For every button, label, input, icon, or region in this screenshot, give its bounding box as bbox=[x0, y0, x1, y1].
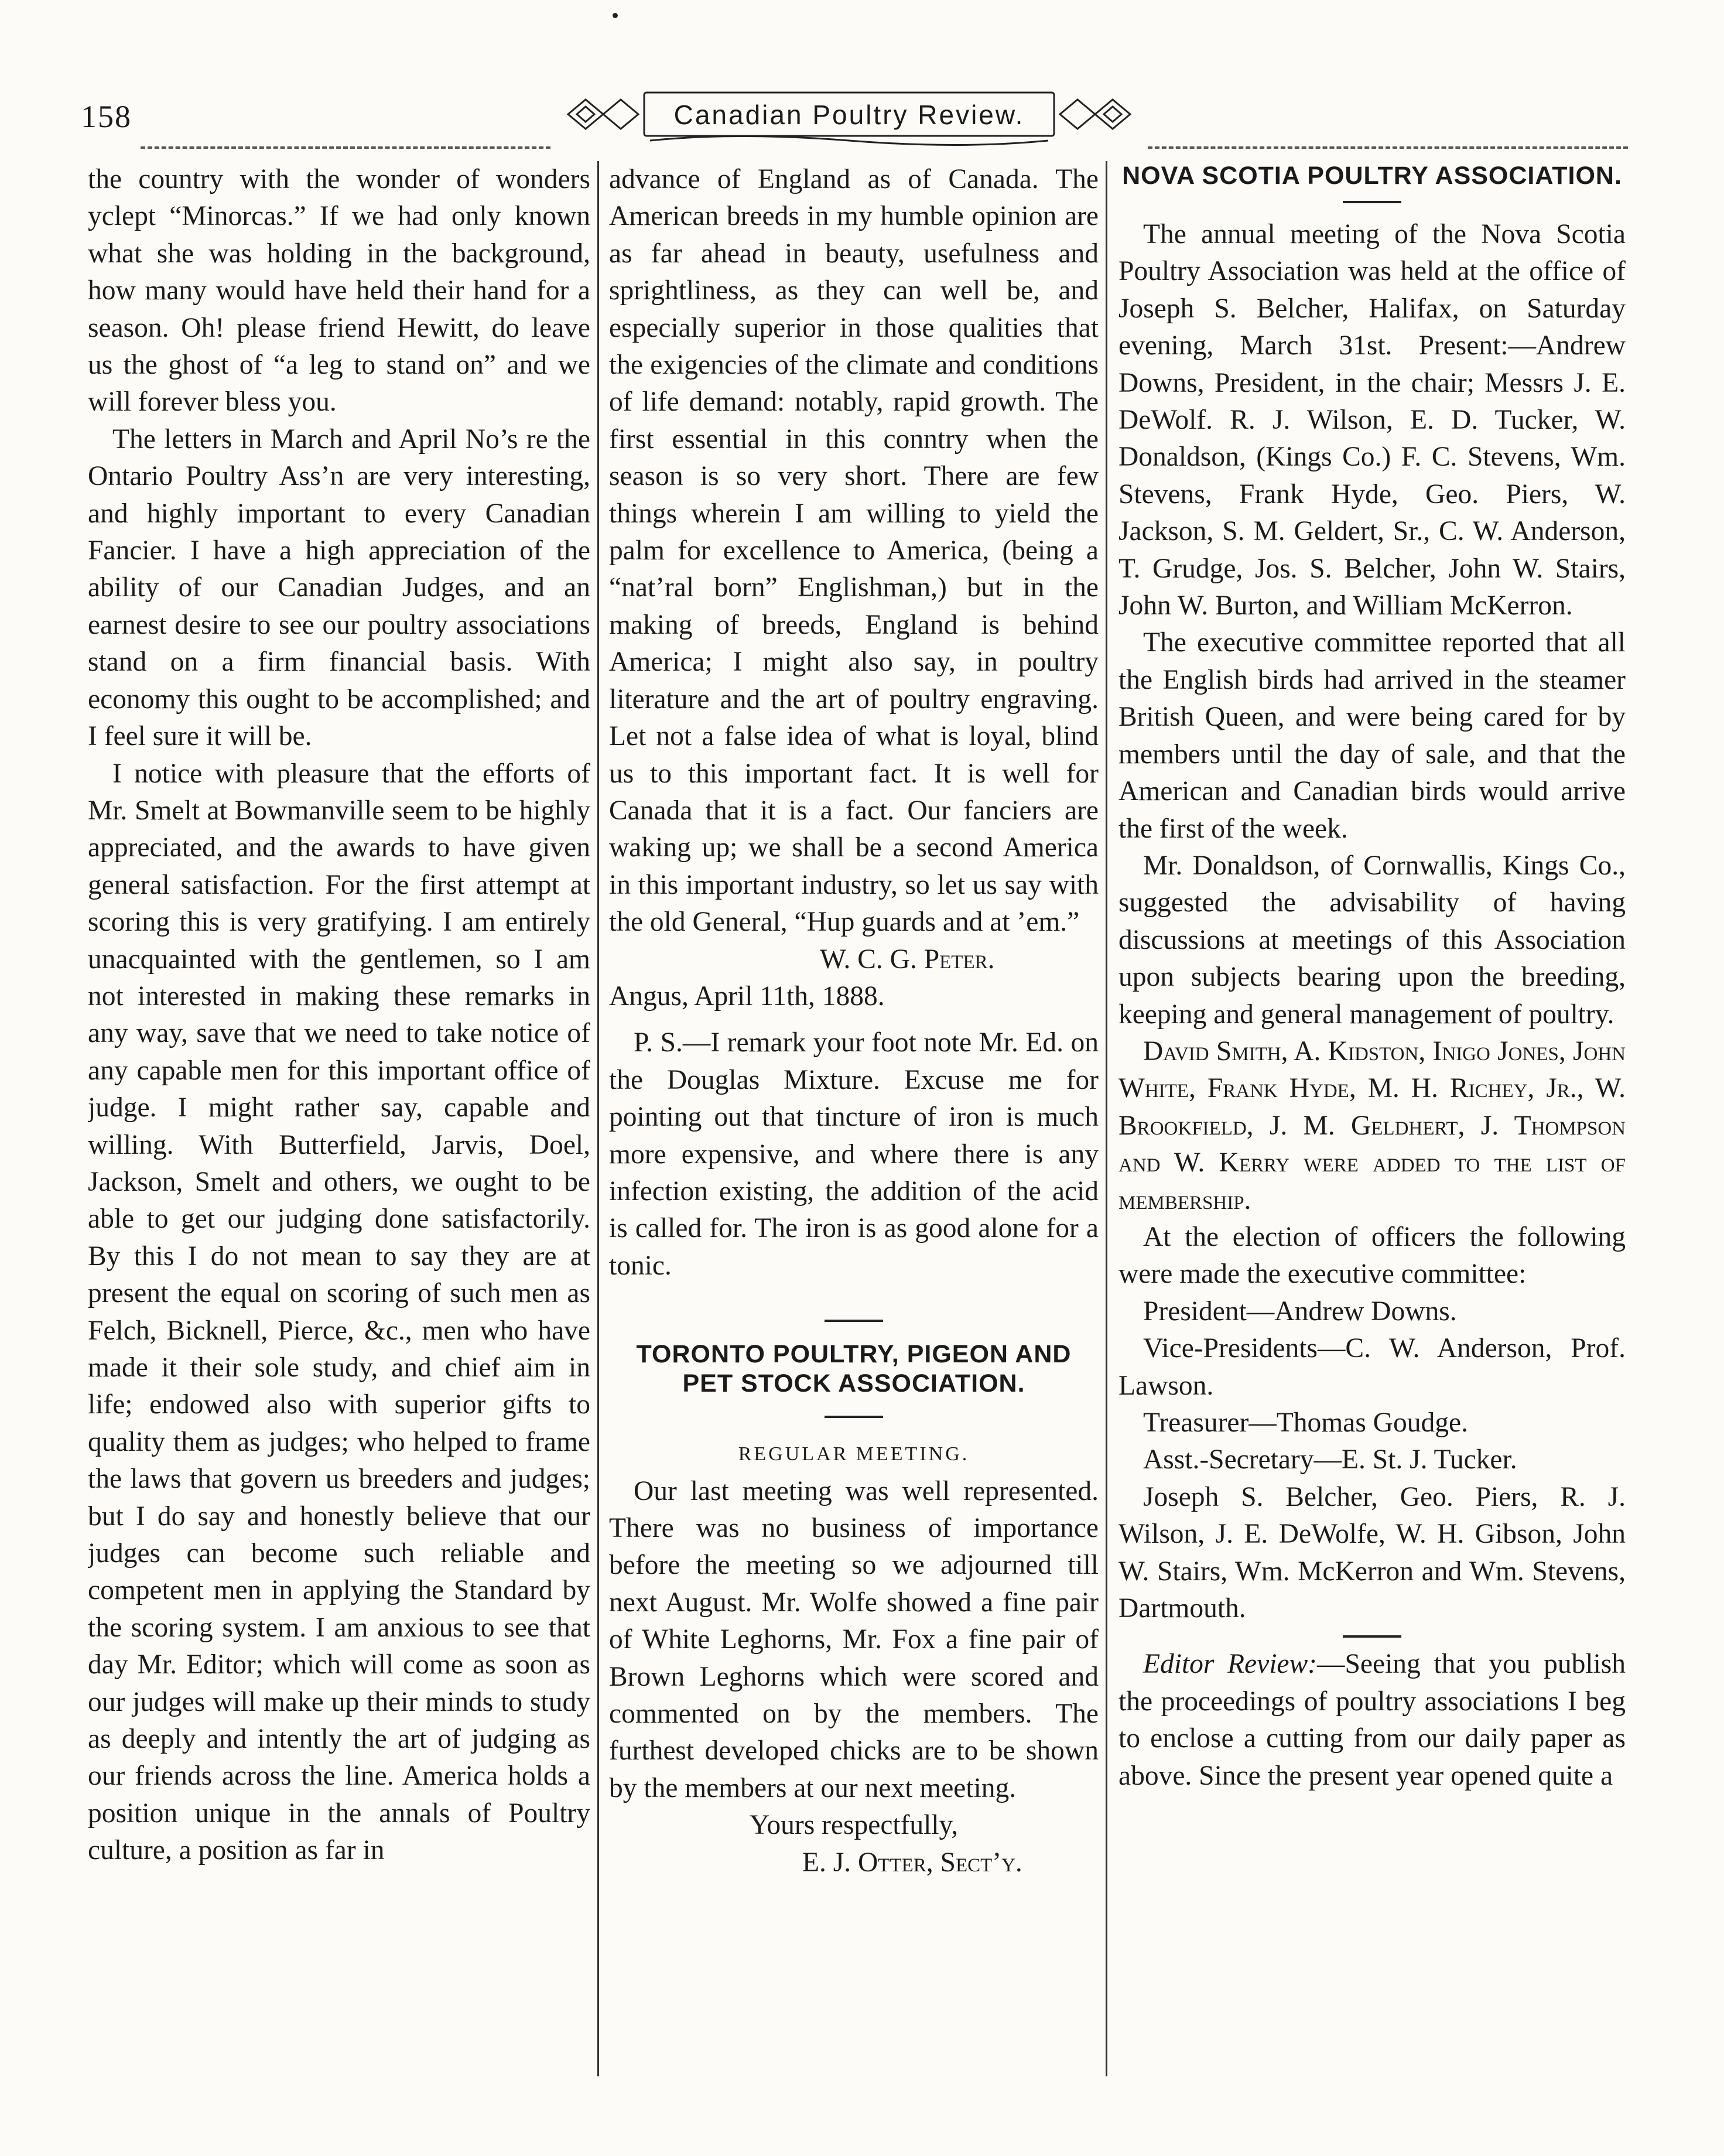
masthead bbox=[562, 82, 1136, 146]
officer-line: Joseph S. Belcher, Geo. Piers, R. J. Wilson, J. E. DeWolfe, W. H. Gibson, John W. Stairs, Wm. McKerron and Wm. Stevens, Dartmouth. bbox=[1118, 1481, 1626, 1624]
section-subheading: REGULAR MEETING. bbox=[738, 1443, 970, 1465]
signature: W. C. G. Peter. bbox=[820, 944, 995, 975]
masthead-title: Canadian Poultry Review. bbox=[673, 100, 1025, 130]
section-rule bbox=[1343, 201, 1401, 203]
paragraph: David Smith, A. Kidston, Inigo Jones, John White, Frank Hyde, M. H. Richey, Jr., W. Brookfield, J. M. Geldhert, J. Thompson and W. Kerry were added to the list of membership. bbox=[1118, 1036, 1626, 1215]
section-rule bbox=[1343, 1635, 1401, 1638]
column-divider bbox=[1106, 161, 1107, 2076]
section-rule bbox=[825, 1416, 883, 1418]
column-2 bbox=[609, 161, 1099, 2129]
column-3 bbox=[1118, 161, 1626, 2129]
paragraph: Our last meeting was well represented. There was no business of importance before the meeting so we adjourned till next August. Mr. Wolfe showed a fine pair of White Leghorns, Mr. Fox a fine pair of Brown Leghorns which were scored and commented on by the members. The furthest developed chicks are to be shown by the members at our next meeting. bbox=[609, 1475, 1099, 1803]
signature: E. J. Otter, Sect’y. bbox=[802, 1847, 1022, 1878]
top-rule-right bbox=[1148, 146, 1628, 149]
ink-dot bbox=[613, 13, 618, 18]
paragraph: At the election of officers the following were made the executive committee: bbox=[1118, 1221, 1626, 1290]
section-rule bbox=[825, 1320, 883, 1322]
closing: Yours respectfully, bbox=[749, 1810, 959, 1841]
paragraph: I notice with pleasure that the efforts of Mr. Smelt at Bowmanville seem to be highly appreciated, and the awards to have given general satisfaction. For the first attempt at scoring this is very gratifying. I am entirely unacquainted with the gentlemen, so I am not interested in making these remarks in any way, save that we need to take notice of any capable men for this important office of judge. I might rather say, capable and willing. With Butterfield, Jarvis, Doel, Jackson, Smelt and others, we ought to be able to get our judging done satisfactorily. By this I do not mean to say they are at present the equal on scoring of such men as Felch, Bicknell, Pierce, &c., men who have made it their sole study, and chief aim in life; endowed also with superior gifts to quality them as judges; who helped to frame the laws that govern us breeders and judges; but I do say and honestly believe that our judges can become such reliable and competent men in applying the Standard by the scoring system. I am anxious to see that day Mr. Editor; which will come as soon as our judges will make up their minds to study as deeply and intently the art of judging as our friends across the line. America holds a position unique in the annals of Poultry culture, a position as far in bbox=[88, 758, 590, 1866]
paragraph: advance of England as of Canada. The American breeds in my humble opinion are as far ahead in beauty, usefulness and sprightliness, as they can well be, and especially superior in those qualities that the exigencies of the climate and conditions of life demand: notably, rapid growth. The first essential in this conntry when the season is so very short. There are few things wherein I am willing to yield the palm for excellence to America, (being a “nat’ral born” Englishman,) but in the making of breeds, England is behind America; I might also say, in poultry literature and the art of poultry engraving. Let not a false idea of what is loyal, blind us to this important fact. It is well for Canada that it is a fact. Our fanciers are waking up; we shall be a second America in this important industry, so let us say with the old General, “Hup guards and at ’em.” bbox=[609, 164, 1099, 938]
postscript: P. S.—I remark your foot note Mr. Ed. on the Douglas Mixture. Excuse me for pointing out that tincture of iron is much more expensive, and where there is any infection existing, the addition of the acid is called for. The iron is as good alone for a tonic. bbox=[609, 1027, 1099, 1281]
editor-label: Editor Review: bbox=[1143, 1649, 1317, 1680]
paragraph: The executive committee reported that all the English birds had arrived in the steamer British Queen, and were being cared for by members until the day of sale, and that the American and Canadian birds would arrive the first of the week. bbox=[1118, 627, 1626, 844]
dateline: Angus, April 11th, 1888. bbox=[609, 980, 885, 1012]
column-1 bbox=[88, 161, 590, 2129]
paragraph: The letters in March and April No’s re the Ontario Poultry Ass’n are very interesting, and highly important to every Canadian Fancier. I have a high appreciation of the ability of our Canadian Judges, and an earnest desire to see our poultry associations stand on a firm financial basis. With economy this ought to be accomplished; and I feel sure it will be. bbox=[88, 423, 590, 752]
page-number: 158 bbox=[81, 99, 132, 134]
officer-line: President—Andrew Downs. bbox=[1143, 1296, 1457, 1327]
section-heading: TORONTO POULTRY, PIGEON AND PET STOCK ASSOCIATION. bbox=[636, 1340, 1072, 1398]
editor-text: —Seeing that you publish the proceedings of poultry associations I beg to enclose a cutting from our daily paper as above. Since the present year opened quite a bbox=[1118, 1649, 1626, 1791]
officer-line: Vice-Presidents—C. W. Anderson, Prof. Lawson. bbox=[1118, 1333, 1626, 1401]
editor-letter bbox=[1118, 1646, 1626, 1795]
paragraph: The annual meeting of the Nova Scotia Poultry Association was held at the office of Joseph S. Belcher, Halifax, on Saturday evening, March 31st. Present:—Andrew Downs, President, in the chair; Messrs J. E. DeWolf. R. J. Wilson, E. D. Tucker, W. Donaldson, (Kings Co.) F. C. Stevens, Wm. Stevens, Frank Hyde, Geo. Piers, W. Jackson, S. M. Geldert, Sr., C. W. Anderson, T. Grudge, Jos. S. Belcher, John W. Stairs, John W. Burton, and William McKerron. bbox=[1118, 219, 1626, 621]
officer-line: Asst.-Secretary—E. St. J. Tucker. bbox=[1143, 1444, 1517, 1475]
column-divider bbox=[597, 161, 599, 2076]
section-heading: NOVA SCOTIA POULTRY ASSOCIATION. bbox=[1122, 162, 1622, 190]
paragraph: Mr. Donaldson, of Cornwallis, Kings Co., suggested the advisability of having discussions at meetings of this Association upon subjects bearing upon the breeding, keeping and general management of poultry. bbox=[1118, 850, 1626, 1030]
top-rule-left bbox=[141, 146, 550, 149]
officer-line: Treasurer—Thomas Goudge. bbox=[1143, 1407, 1468, 1438]
paragraph: the country with the wonder of wonders yclept “Minorcas.” If we had only known what she was holding in the background, how many would have held their hand for a season. Oh! please friend Hewitt, do leave us the ghost of “a leg to stand on” and we will forever bless you. bbox=[88, 164, 590, 418]
